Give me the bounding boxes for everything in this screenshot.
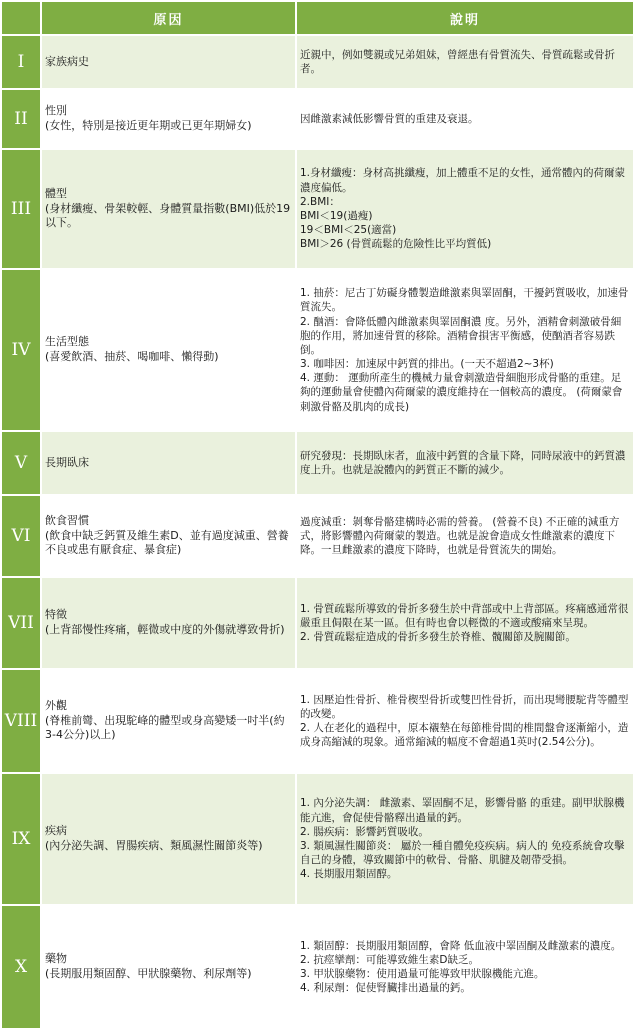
cause-cell [42,496,295,576]
description-line: 因雌激素減低影響骨質的重建及衰退。 [300,112,479,125]
row-number: I [2,36,40,88]
row-number: IV [2,270,40,430]
description-line: 1. 骨質疏鬆所導致的骨折多發生於中背部或中上背部區。疼痛感通常很嚴重且侷限在某一區。但有時也會以輕微的不適或酸痛來呈現。 [300,602,629,629]
description-cell [297,270,633,430]
cause-detail: (脊椎前彎、出現駝峰的體型或身高變矮一吋半(約3-4公分)以上) [45,713,285,742]
row-number: X [2,906,40,1028]
cause-cell [42,432,295,494]
table-row [2,774,633,904]
cause-title: 長期臥床 [45,455,89,469]
cause-cell [42,150,295,268]
table-row [2,496,633,576]
cause-detail: (內分泌失調、胃腸疾病、類風濕性關節炎等) [45,839,263,852]
description-line: 4. 利尿劑：促使腎臟排出過量的鈣。 [300,982,471,995]
description-cell [297,496,633,576]
row-number: VII [2,578,40,668]
row-number: VIII [2,670,40,772]
cause-cell [42,270,295,430]
cause-title: 藥物 [45,952,67,966]
description-line: 3. 甲狀腺藥物：使用過量可能導致甲狀腺機能亢進。 [300,968,545,980]
row-number: IX [2,774,40,904]
description-line: 過度減重：剝奪骨骼建構時必需的營養。 (營養不良) 不正確的減重方式，將影響體內荷爾蒙的製造。也就是說會造成女性雌激素的濃度下降。一旦雌激素的濃度下降時，也就是骨質流失的開始。 [300,515,620,557]
header-spacer [2,2,40,34]
header-cause: 原因 [42,2,295,34]
header-description: 說明 [297,2,633,34]
description-line: 2. 酗酒：會降低體內雌激素與睪固酮濃 度。另外，酒精會刺激破骨細胞的作用，將加速骨質的移除。酒精會損害平衡感，使酗酒者容易跌倒。 [300,315,622,356]
cause-cell [42,670,295,772]
cause-title: 疾病 [45,824,67,838]
cause-cell [42,90,295,148]
row-number: V [2,432,40,494]
description-line: 研究發現：長期臥床者，血液中鈣質的含量下降，同時尿液中的鈣質濃度上升。也就是說體內的鈣質正不斷的減少。 [300,449,626,476]
description-line: 2. 骨質疏鬆症造成的骨折多發生於脊椎、髖關節及腕關節。 [300,631,576,644]
cause-title: 性別 [45,104,67,118]
cause-title: 特徵 [45,608,67,622]
description-cell [297,670,633,772]
cause-title: 生活型態 [45,335,89,349]
description-line: 近親中，例如雙親或兄弟姐妹，曾經患有骨質流失、骨質疏鬆或骨折者。 [300,48,615,75]
description-line: 1. 抽菸：尼古丁妨礙身體製造雌激素與睪固酮，干擾鈣質吸收，加速骨質流失。 [300,287,629,314]
description-cell [297,150,633,268]
cause-cell [42,36,295,88]
cause-title: 體型 [45,186,67,200]
description-cell [297,774,633,904]
description-line: 2. 腸疾病：影響鈣質吸收。 [300,825,429,838]
description-line: BMI＞26 (骨質疏鬆的危險性比平均質低) [300,238,492,251]
table-row [2,670,633,772]
description-cell [297,36,633,88]
row-number: III [2,150,40,268]
description-cell [297,906,633,1028]
cause-detail: (飲食中缺乏鈣質及維生素D、並有過度減重、營養不良或患有厭食症、暴食症) [45,528,289,557]
description-line: 19＜BMI＜25(適當) [300,224,397,237]
table-row [2,906,633,1028]
cause-detail: (身材纖瘦、骨架較輕、身體質量指數(BMI)低於19以下。 [45,201,291,230]
cause-cell [42,906,295,1028]
table-row [2,150,633,268]
description-line: BMI＜19(過瘦) [300,210,373,222]
description-line: 2. 抗痙攣劑：可能導致維生素D缺乏。 [300,953,479,966]
cause-detail: (長期服用類固醇、甲狀腺藥物、利尿劑等) [45,967,252,980]
cause-cell [42,578,295,668]
description-cell [297,90,633,148]
description-line: 1. 類固醇：長期服用類固醇，會降 低血液中睪固酮及雌激素的濃度。 [300,939,622,952]
cause-detail: (上背部慢性疼痛，輕微或中度的外傷就導致骨折) [45,623,285,636]
description-line: 4. 運動： 運動所產生的機械力量會刺激造骨細胞形成骨骼的重建。足夠的運動量會使體內荷爾蒙的濃度維持在一個較高的濃度。 (荷爾蒙會刺激骨骼及肌肉的成長) [300,372,623,413]
table-row [2,432,633,494]
description-line: 3. 咖啡因：加速尿中鈣質的排出。(一天不超過2~3杯) [300,358,554,371]
description-line: 2.BMI： [300,195,340,208]
cause-title: 家族病史 [45,54,89,68]
description-cell [297,578,633,668]
cause-title: 飲食習慣 [45,513,89,527]
description-line: 3. 類風濕性關節炎： 屬於一種自體免疫疾病。病人的 免疫系統會攻擊自己的身體，導致關節中的軟骨、骨骼、肌腱及韌帶受損。 [300,840,625,867]
cause-detail: (喜愛飲酒、抽菸、喝咖啡、懶得動) [45,350,219,363]
description-line: 1. 內分泌失調： 雌激素、睪固酮不足，影響骨骼 的重建。副甲狀腺機能亢進，會促使骨骼釋出過量的鈣。 [300,797,625,824]
row-number: II [2,90,40,148]
row-number: VI [2,496,40,576]
description-line: 2. 人在老化的過程中，原本襯墊在每節椎骨間的椎間盤會逐漸縮小，造成身高縮減的現象。通常縮減的幅度不會超過1英吋(2.54公分)。 [300,722,629,749]
table-header-row [2,2,633,34]
table-row [2,578,633,668]
cause-detail: (女性，特別是接近更年期或已更年期婦女) [45,119,252,132]
description-cell [297,432,633,494]
description-line: 1.身材纖瘦：身材高挑纖瘦，加上體重不足的女性，通常體內的荷爾蒙濃度偏低。 [300,167,626,194]
cause-title: 外觀 [45,698,67,712]
table-row [2,270,633,430]
table-row [2,90,633,148]
description-line: 4. 長期服用類固醇。 [300,868,398,881]
cause-cell [42,774,295,904]
table-row [2,36,633,88]
description-line: 1. 因壓迫性骨折、椎骨楔型骨折或雙凹性骨折，而出現彎腰駝背等體型的改變。 [300,693,629,720]
